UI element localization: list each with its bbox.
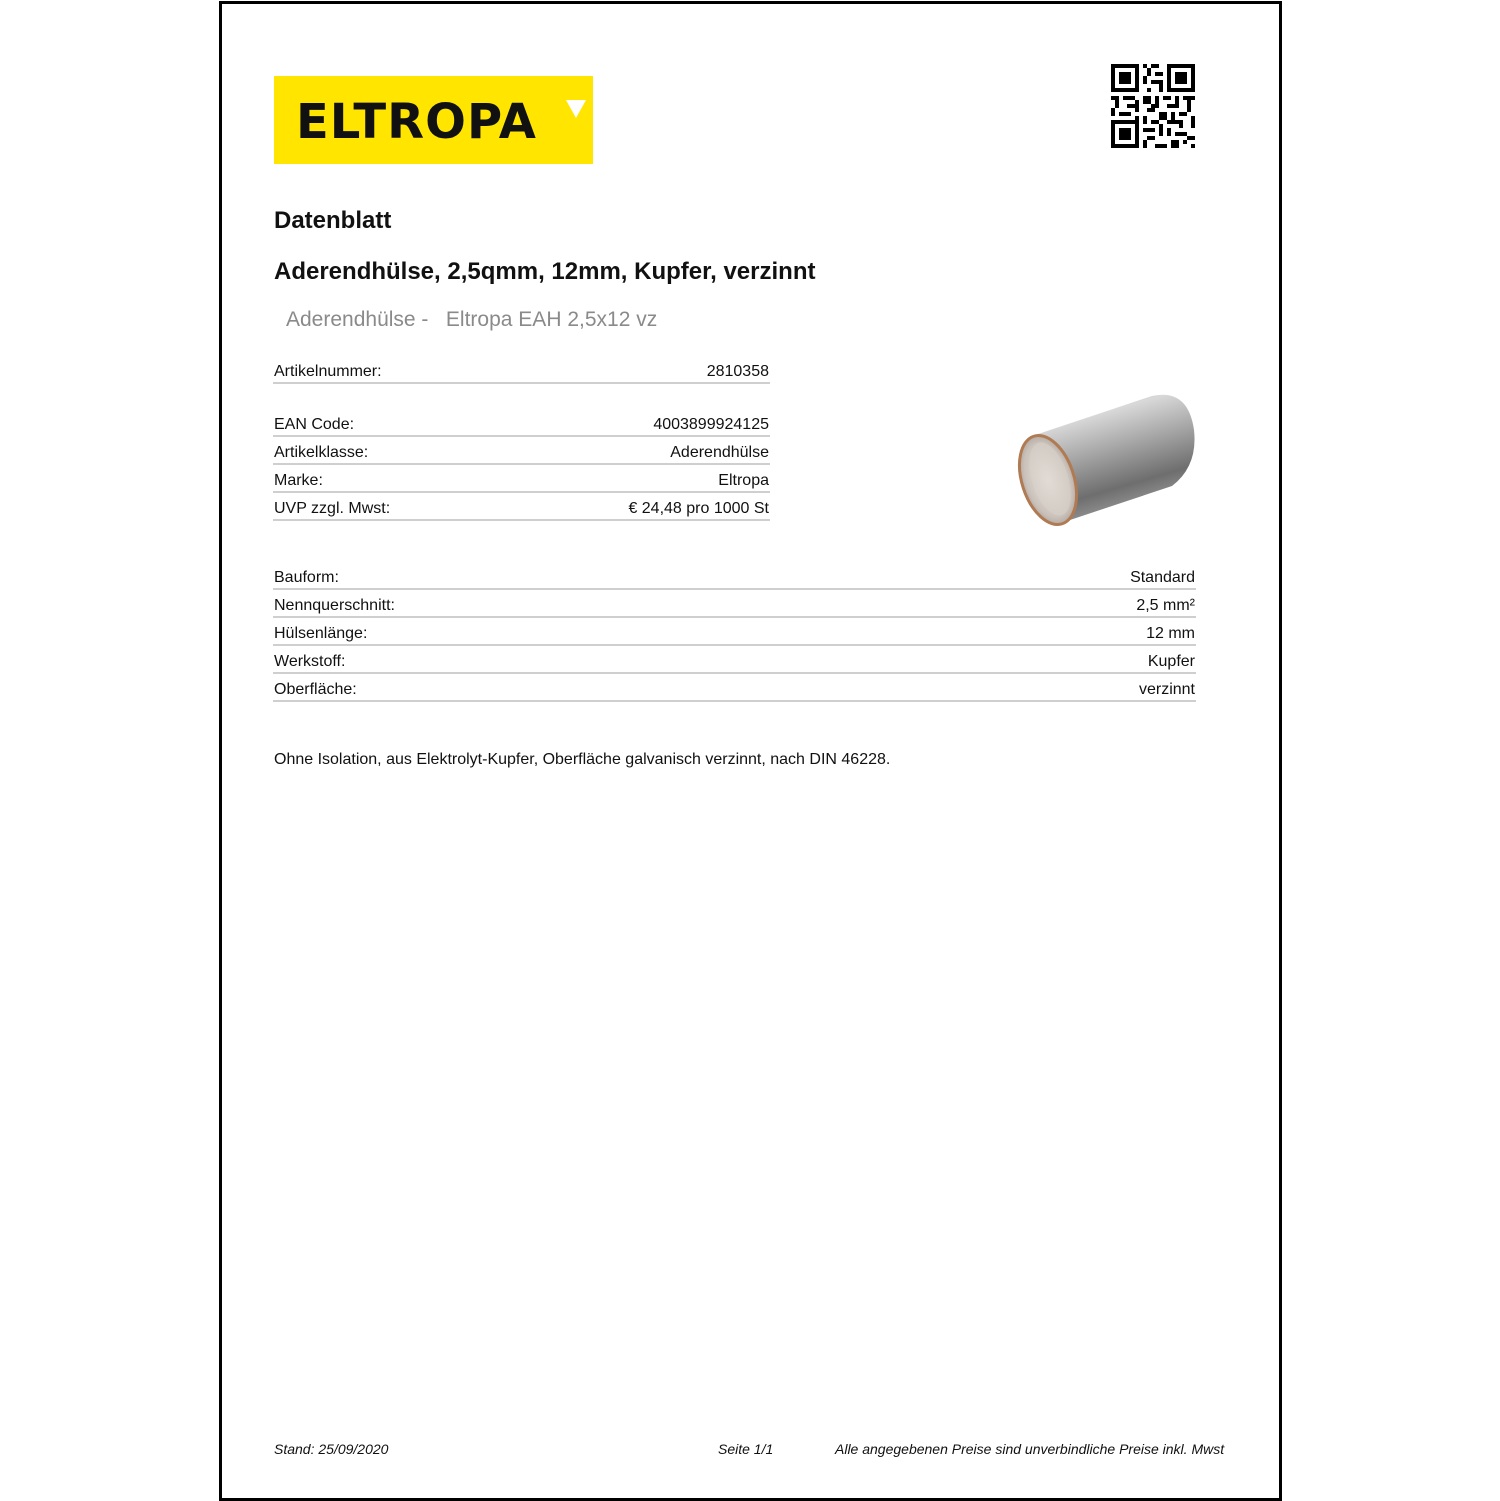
- row-label: Artikelnummer:: [274, 363, 382, 380]
- table-row: [273, 647, 1196, 674]
- ferrule-product-image: [1012, 384, 1198, 540]
- row-value: 12 mm: [1146, 625, 1195, 642]
- row-label: UVP zzgl. Mwst:: [274, 500, 391, 517]
- product-subtitle: Aderendhülse - Eltropa EAH 2,5x12 vz: [286, 308, 658, 331]
- row-value: Standard: [1130, 569, 1195, 586]
- qr-code-icon: [1111, 64, 1195, 148]
- table-row: [273, 357, 770, 384]
- row-label: Artikelklasse:: [274, 444, 369, 461]
- row-value: Kupfer: [1147, 653, 1195, 670]
- footer-date: Stand: 25/09/2020: [274, 1441, 389, 1457]
- row-label: Werkstoff:: [274, 653, 346, 670]
- row-value: verzinnt: [1138, 681, 1195, 698]
- footer-page-number: Seite 1/1: [718, 1441, 774, 1457]
- row-value: Eltropa: [718, 472, 769, 489]
- footer-price-note: Alle angegebenen Preise sind unverbindliche Preise inkl. Mwst: [835, 1441, 1225, 1457]
- row-label: EAN Code:: [274, 416, 355, 433]
- logo-text: ELTROPA: [296, 94, 537, 150]
- row-label: Marke:: [274, 472, 323, 489]
- row-value: € 24,48 pro 1000 St: [628, 500, 769, 517]
- logo-triangle-icon: [566, 100, 586, 118]
- datasheet-page: [219, 1, 1282, 1501]
- row-value: 4003899924125: [653, 416, 769, 433]
- page-heading: Datenblatt: [274, 207, 392, 234]
- row-label: Oberfläche:: [274, 681, 357, 698]
- row-value: 2810358: [706, 363, 769, 380]
- table-row: [273, 438, 770, 465]
- article-table: [273, 357, 770, 385]
- product-description: Ohne Isolation, aus Elektrolyt-Kupfer, Oberfläche galvanisch verzinnt, nach DIN 46228.: [274, 751, 891, 768]
- table-row: [273, 466, 770, 493]
- eltropa-logo: [274, 76, 593, 164]
- row-label: Hülsenlänge:: [274, 625, 368, 642]
- product-title: Aderendhülse, 2,5qmm, 12mm, Kupfer, verzinnt: [274, 258, 816, 285]
- table-row: [273, 619, 1196, 646]
- table-row: [273, 591, 1196, 618]
- specs-table: [273, 563, 1196, 703]
- row-value: Aderendhülse: [670, 444, 769, 461]
- row-label: Nennquerschnitt:: [274, 597, 395, 614]
- row-label: Bauform:: [274, 569, 339, 586]
- row-value: 2,5 mm²: [1136, 597, 1195, 614]
- table-row: [273, 675, 1196, 702]
- table-row: [273, 494, 770, 521]
- table-row: [273, 563, 1196, 590]
- info-table: [273, 410, 770, 522]
- table-row: [273, 410, 770, 437]
